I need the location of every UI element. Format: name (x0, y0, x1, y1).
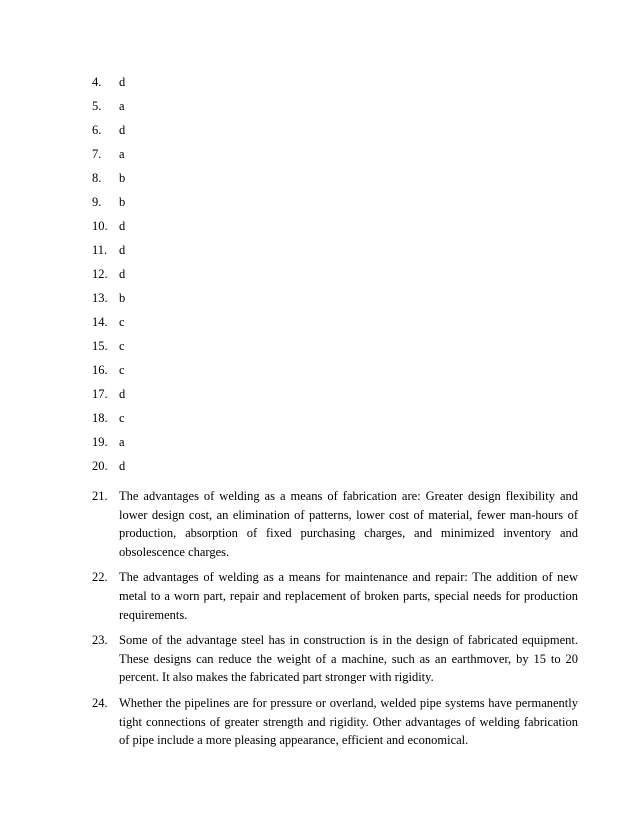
essay-text: Some of the advantage steel has in construction is in the design of fabricated equipment. These designs can reduce the weight of a machine, such as an earthmover, by 15 to 20 percent. It also makes the fabricated part stronger with rigidity. (119, 633, 578, 685)
essay-answer-list (92, 487, 578, 757)
essay-item (92, 487, 578, 561)
answer-letter: d (119, 267, 126, 281)
essay-number: 21. (92, 489, 108, 503)
answer-number: 6. (92, 123, 102, 137)
answer-number: 9. (92, 195, 102, 209)
answer-letter: c (119, 411, 125, 425)
answer-number: 16. (92, 363, 108, 377)
answer-item (92, 242, 125, 266)
answer-item (92, 362, 125, 386)
answer-number: 19. (92, 435, 108, 449)
answer-item (92, 146, 125, 170)
answer-letter: d (119, 243, 126, 257)
answer-item (92, 290, 125, 314)
answer-number: 7. (92, 147, 102, 161)
answer-number: 20. (92, 459, 108, 473)
answer-number: 14. (92, 315, 108, 329)
answer-letter: d (119, 123, 126, 137)
essay-text: The advantages of welding as a means for maintenance and repair: The addition of new metal to a worn part, repair and replacement of broken parts, special needs for production requirements. (119, 570, 578, 622)
answer-number: 15. (92, 339, 108, 353)
answer-letter: c (119, 315, 125, 329)
answer-item (92, 410, 125, 434)
answer-letter: b (119, 171, 126, 185)
answer-item (92, 122, 125, 146)
answer-letter: b (119, 291, 126, 305)
answer-number: 8. (92, 171, 102, 185)
answer-item (92, 434, 125, 458)
answer-item (92, 458, 125, 482)
answer-letter: a (119, 99, 125, 113)
essay-item (92, 694, 578, 750)
answer-item (92, 266, 125, 290)
answer-item (92, 338, 125, 362)
answer-letter: b (119, 195, 126, 209)
answer-key-list (92, 74, 125, 482)
essay-text: The advantages of welding as a means of fabrication are: Greater design flexibility and lower design cost, an elimination of patterns, lower cost of material, fewer man-hours of production, absorption of fixed purchasing charges, and minimized inventory and obsolescence charges. (119, 489, 578, 559)
answer-item (92, 74, 125, 98)
answer-number: 18. (92, 411, 108, 425)
essay-number: 23. (92, 633, 108, 648)
answer-number: 13. (92, 291, 108, 305)
essay-text: Whether the pipelines are for pressure or overland, welded pipe systems have permanently tight connections of greater strength and rigidity. Other advantages of welding fabrication of pipe include a more pleasing appearance, efficient and economical. (119, 695, 578, 748)
essay-item (92, 568, 578, 624)
answer-item (92, 314, 125, 338)
answer-letter: c (119, 363, 125, 377)
answer-letter: d (119, 75, 126, 89)
answer-item (92, 218, 125, 242)
answer-item (92, 170, 125, 194)
answer-number: 11. (92, 243, 108, 257)
essay-number: 22. (92, 570, 108, 585)
essay-item (92, 631, 578, 687)
answer-letter: c (119, 339, 125, 353)
answer-letter: a (119, 147, 125, 161)
answer-letter: a (119, 435, 125, 449)
answer-number: 10. (92, 219, 108, 233)
answer-letter: d (119, 459, 126, 473)
essay-number: 24. (92, 695, 108, 710)
answer-number: 5. (92, 99, 102, 113)
answer-number: 4. (92, 75, 102, 89)
answer-item (92, 386, 125, 410)
answer-letter: d (119, 219, 126, 233)
answer-item (92, 194, 125, 218)
answer-letter: d (119, 387, 126, 401)
answer-number: 17. (92, 387, 108, 401)
answer-item (92, 98, 125, 122)
answer-number: 12. (92, 267, 108, 281)
